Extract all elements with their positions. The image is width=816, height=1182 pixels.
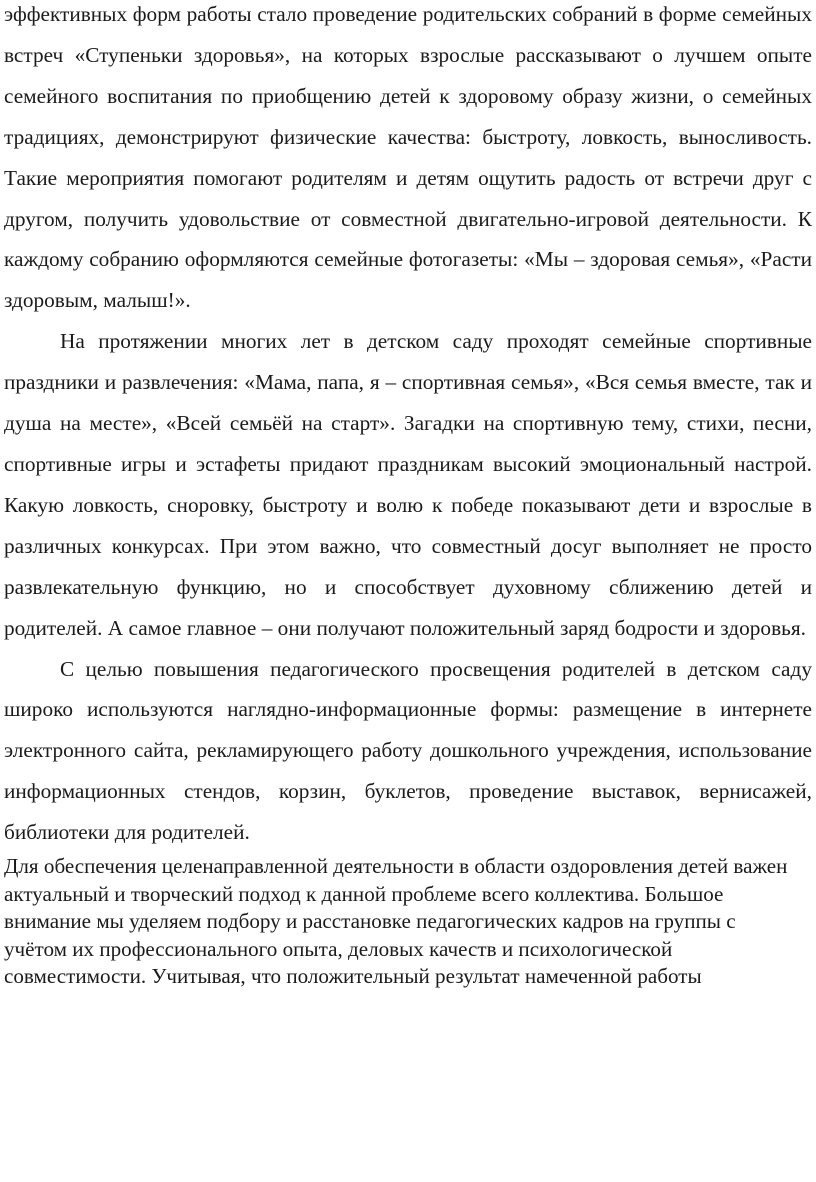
- paragraph-parent-education: С целью повышения педагогического просвещения родителей в детском саду широко используются наглядно-информационные формы: размещение в интернете электронного сайта, рекламирующего работу дошкольного учреждения, использование информационных стендов, корзин, буклетов, проведение выставок, вернисажей, библиотеки для родителей.: [4, 656, 812, 845]
- paragraph-family-meetings: эффективных форм работы стало проведение родительских собраний в форме семейных встреч «Ступеньки здоровья», на которых взрослые рассказывают о лучшем опыте семейного воспитания по приобщению детей к здоровому образу жизни, о семейных традициях, демонстрируют физические качества: быстроту, ловкость, выносливость. Такие мероприятия помогают родителям и детям ощутить радость от встречи друг с другом, получить удовольствие от совместной двигательно-игровой деятельности. К каждому собранию оформляются семейные фотогазеты: «Мы – здоровая семья», «Расти здоровым, малыш!».: [4, 2, 812, 313]
- paragraph-sport-holidays: На протяжении многих лет в детском саду проходят семейные спортивные праздники и развлечения: «Мама, папа, я – спортивная семья», «Вся семья вместе, так и душа на месте», «Всей семьёй на старт». Загадки на спортивную тему, стихи, песни, спортивные игры и эстафеты придают праздникам высокий эмоциональный настрой. Какую ловкость, сноровку, быстроту и волю к победе показывают дети и взрослые в различных конкурсах. При этом важно, что совместный досуг выполняет не просто развлекательную функцию, но и способствует духовному сближению детей и родителей. А самое главное – они получают положительный заряд бодрости и здоровья.: [4, 329, 812, 640]
- paragraph-staff-approach: Для обеспечения целенаправленной деятельности в области оздоровления детей важен актуальный и творческий подход к данной проблеме всего коллектива. Большое внимание мы уделяем подбору и расстановке педагогических кадров на группы с учётом их профессионального опыта, деловых качеств и психологической совместимости. Учитывая, что положительный результат намеченной работы: [4, 854, 788, 989]
